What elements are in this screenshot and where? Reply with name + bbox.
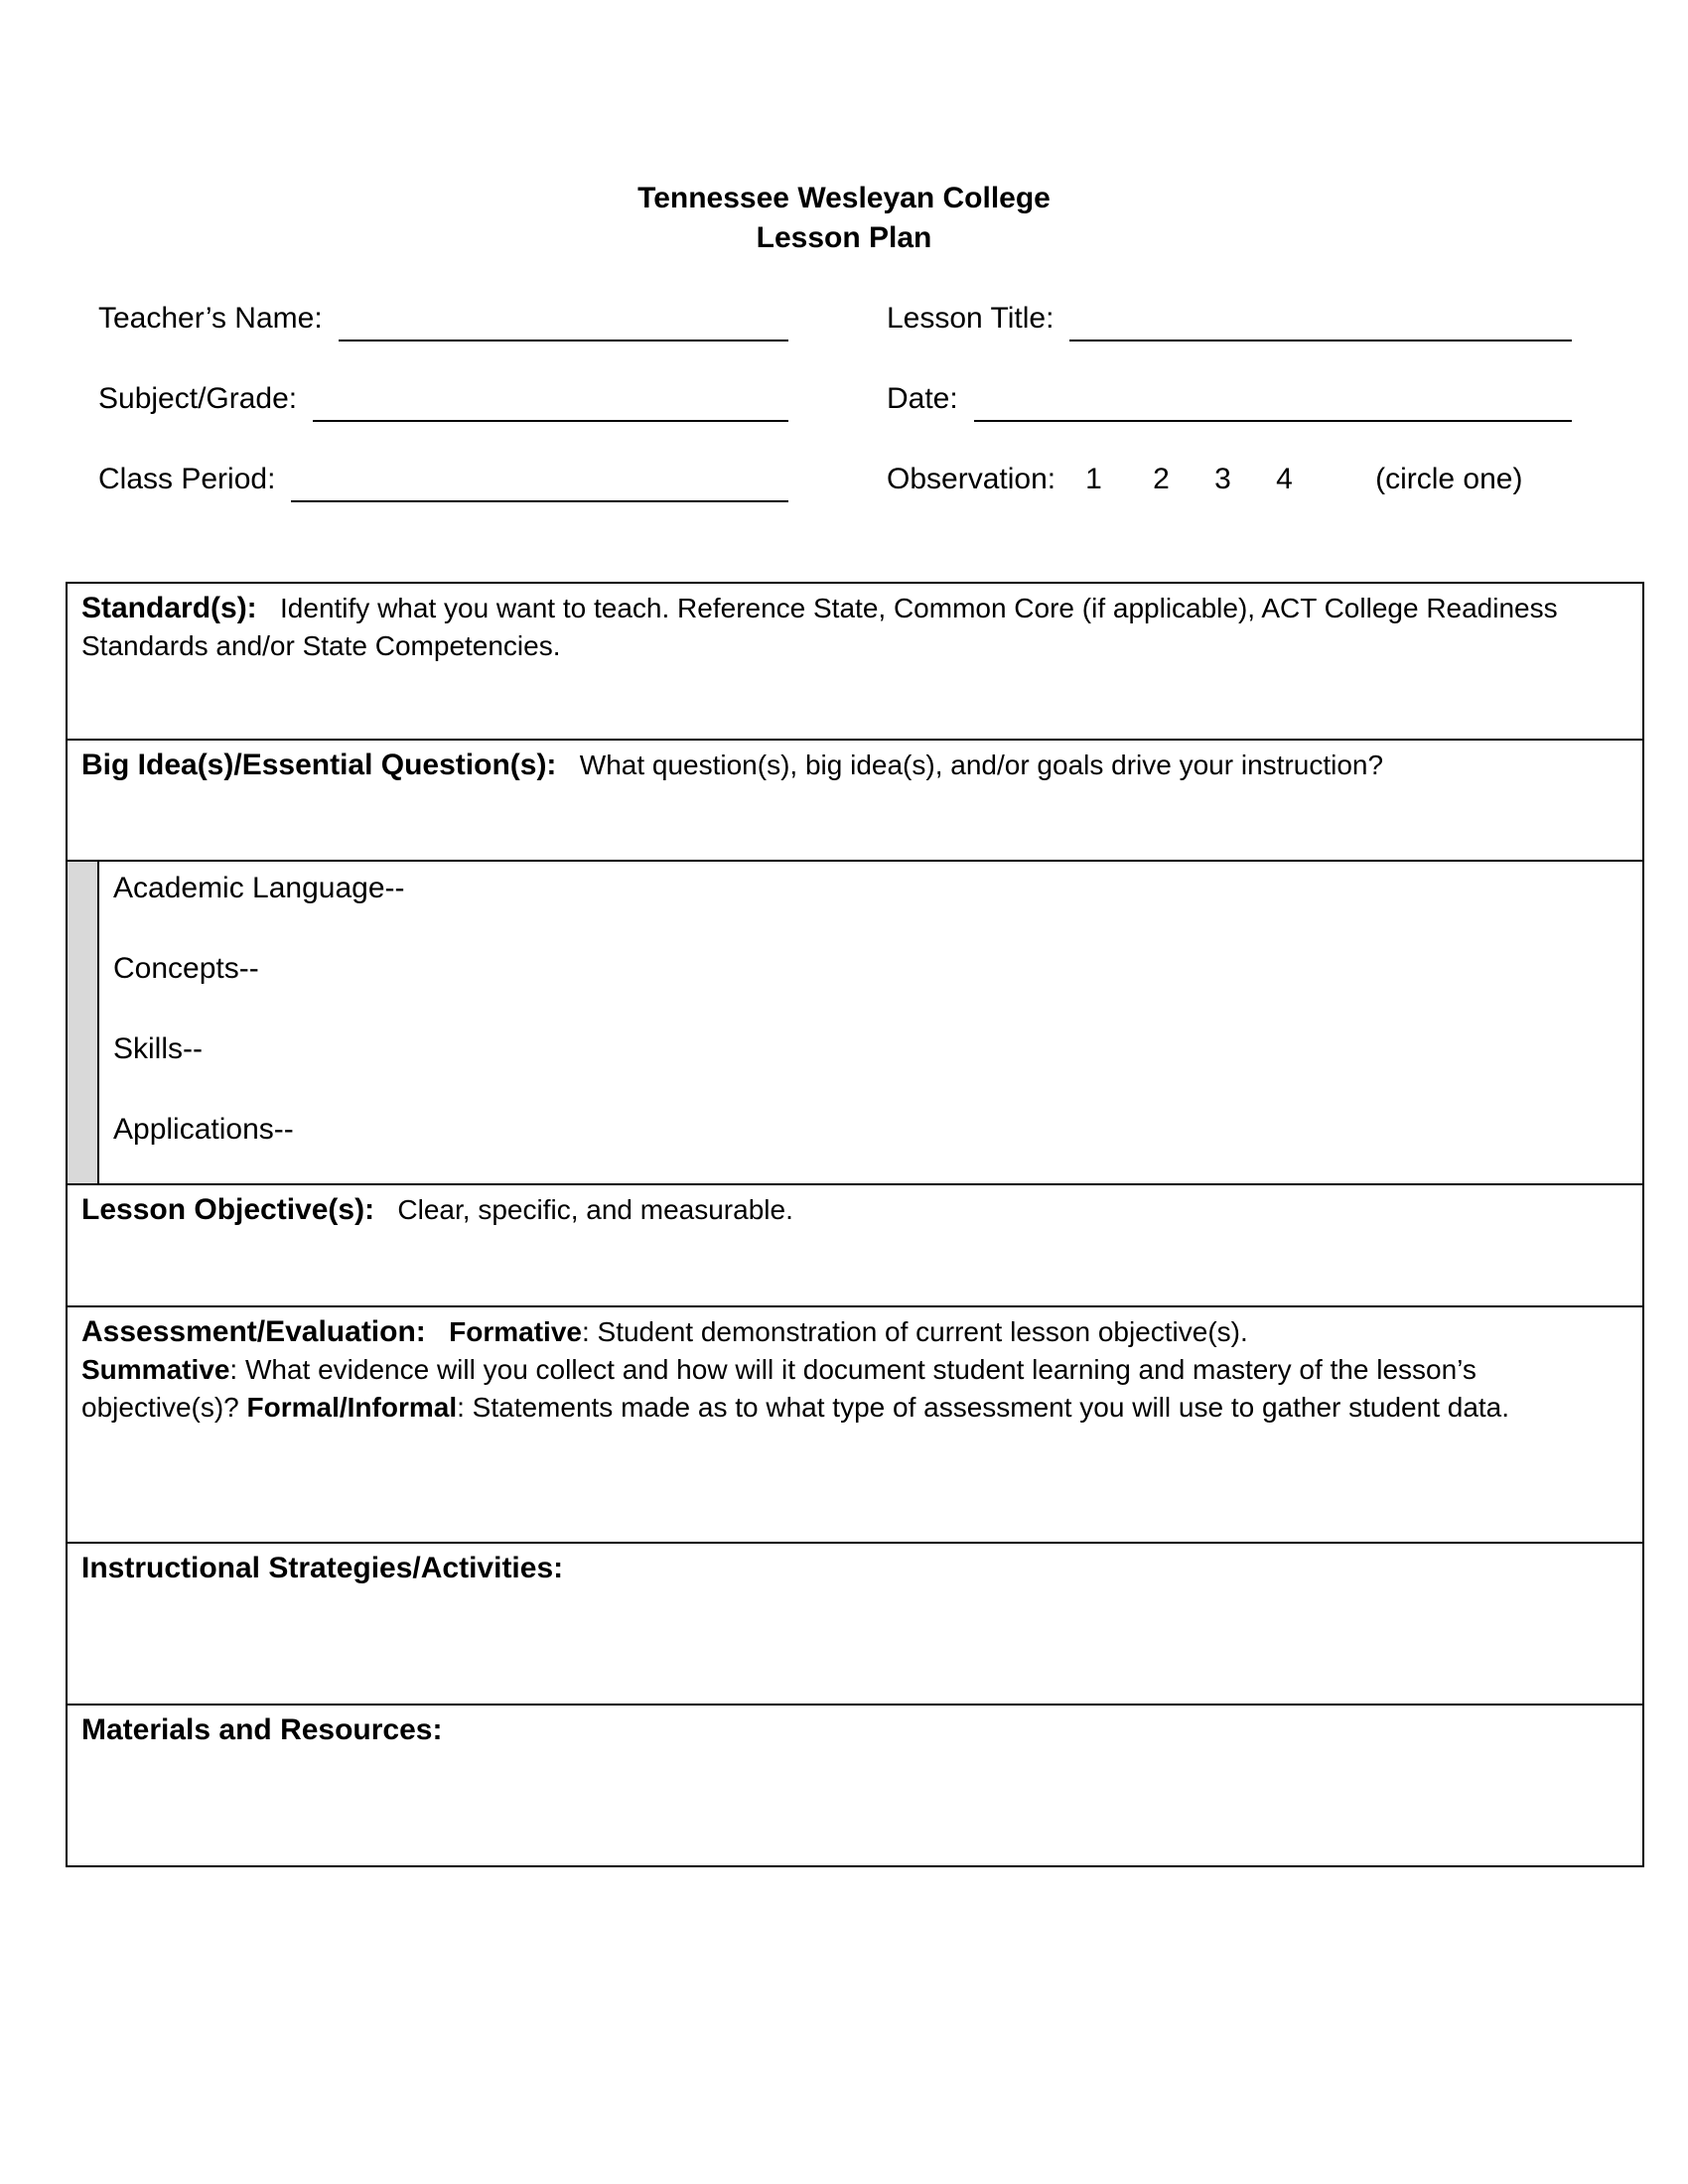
formative-text: : Student demonstration of current lesson objective(s).	[581, 1316, 1248, 1347]
strategies-section[interactable]	[68, 1542, 1642, 1704]
class-period-input-line[interactable]	[291, 469, 788, 502]
subject-grade-field[interactable]	[98, 380, 788, 422]
class-period-label: Class Period:	[98, 463, 276, 495]
observation-label: Observation:	[887, 463, 1056, 495]
lesson-title-field[interactable]	[887, 300, 1572, 341]
subject-grade-input-line[interactable]	[313, 388, 788, 422]
materials-section[interactable]	[68, 1704, 1642, 1865]
subject-grade-label: Subject/Grade:	[98, 382, 298, 415]
document-title: Lesson Plan	[756, 221, 932, 254]
applications-item: Applications--	[113, 1113, 294, 1146]
materials-heading: Materials and Resources:	[81, 1713, 443, 1746]
date-field[interactable]	[887, 380, 1572, 422]
class-period-field[interactable]	[98, 461, 788, 502]
lesson-title-label: Lesson Title:	[887, 302, 1055, 335]
formative-label: Formative	[449, 1316, 582, 1347]
teacher-name-input-line[interactable]	[339, 308, 788, 341]
lesson-title-input-line[interactable]	[1069, 308, 1572, 341]
formal-informal-text: : Statements made as to what type of assessment you will use to gather student data.	[457, 1392, 1510, 1423]
date-input-line[interactable]	[974, 388, 1572, 422]
summative-label: Summative	[81, 1354, 230, 1385]
strategies-heading: Instructional Strategies/Activities:	[81, 1552, 564, 1584]
objectives-section[interactable]	[68, 1183, 1642, 1305]
assessment-section[interactable]	[68, 1305, 1642, 1542]
teacher-name-field[interactable]	[98, 300, 788, 341]
standards-heading: Standard(s):	[81, 592, 257, 624]
assessment-heading: Assessment/Evaluation:	[81, 1315, 426, 1348]
concepts-item: Concepts--	[113, 952, 259, 985]
objectives-instructions: Clear, specific, and measurable.	[397, 1194, 793, 1225]
observation-field	[887, 461, 1582, 502]
observation-hint: (circle one)	[1375, 463, 1523, 495]
language-section[interactable]	[68, 860, 1642, 1183]
objectives-heading: Lesson Objective(s):	[81, 1193, 375, 1226]
document-header	[0, 179, 1688, 258]
teacher-name-label: Teacher’s Name:	[98, 302, 323, 335]
lesson-plan-table	[66, 582, 1644, 1867]
observation-option-1[interactable]: 1	[1085, 463, 1102, 495]
standards-section[interactable]	[68, 584, 1642, 739]
academic-language-item: Academic Language--	[113, 872, 405, 904]
standards-instructions: Identify what you want to teach. Reference State, Common Core (if applicable), ACT College Readiness Standards and/or State Competencies.	[81, 593, 1558, 661]
language-side-bar	[68, 862, 99, 1183]
big-ideas-heading: Big Idea(s)/Essential Question(s):	[81, 749, 557, 781]
skills-item: Skills--	[113, 1032, 203, 1065]
big-ideas-section[interactable]	[68, 739, 1642, 860]
observation-option-2[interactable]: 2	[1153, 463, 1170, 495]
observation-option-3[interactable]: 3	[1214, 463, 1231, 495]
institution-name: Tennessee Wesleyan College	[637, 182, 1051, 214]
big-ideas-instructions: What question(s), big idea(s), and/or goals drive your instruction?	[579, 750, 1384, 780]
date-label: Date:	[887, 382, 958, 415]
summative-text: : What evidence will you collect and how will it document student learning and mastery of the lesson’s objective(s)?	[81, 1354, 1477, 1423]
formal-informal-label: Formal/Informal	[246, 1392, 458, 1423]
observation-option-4[interactable]: 4	[1276, 463, 1293, 495]
